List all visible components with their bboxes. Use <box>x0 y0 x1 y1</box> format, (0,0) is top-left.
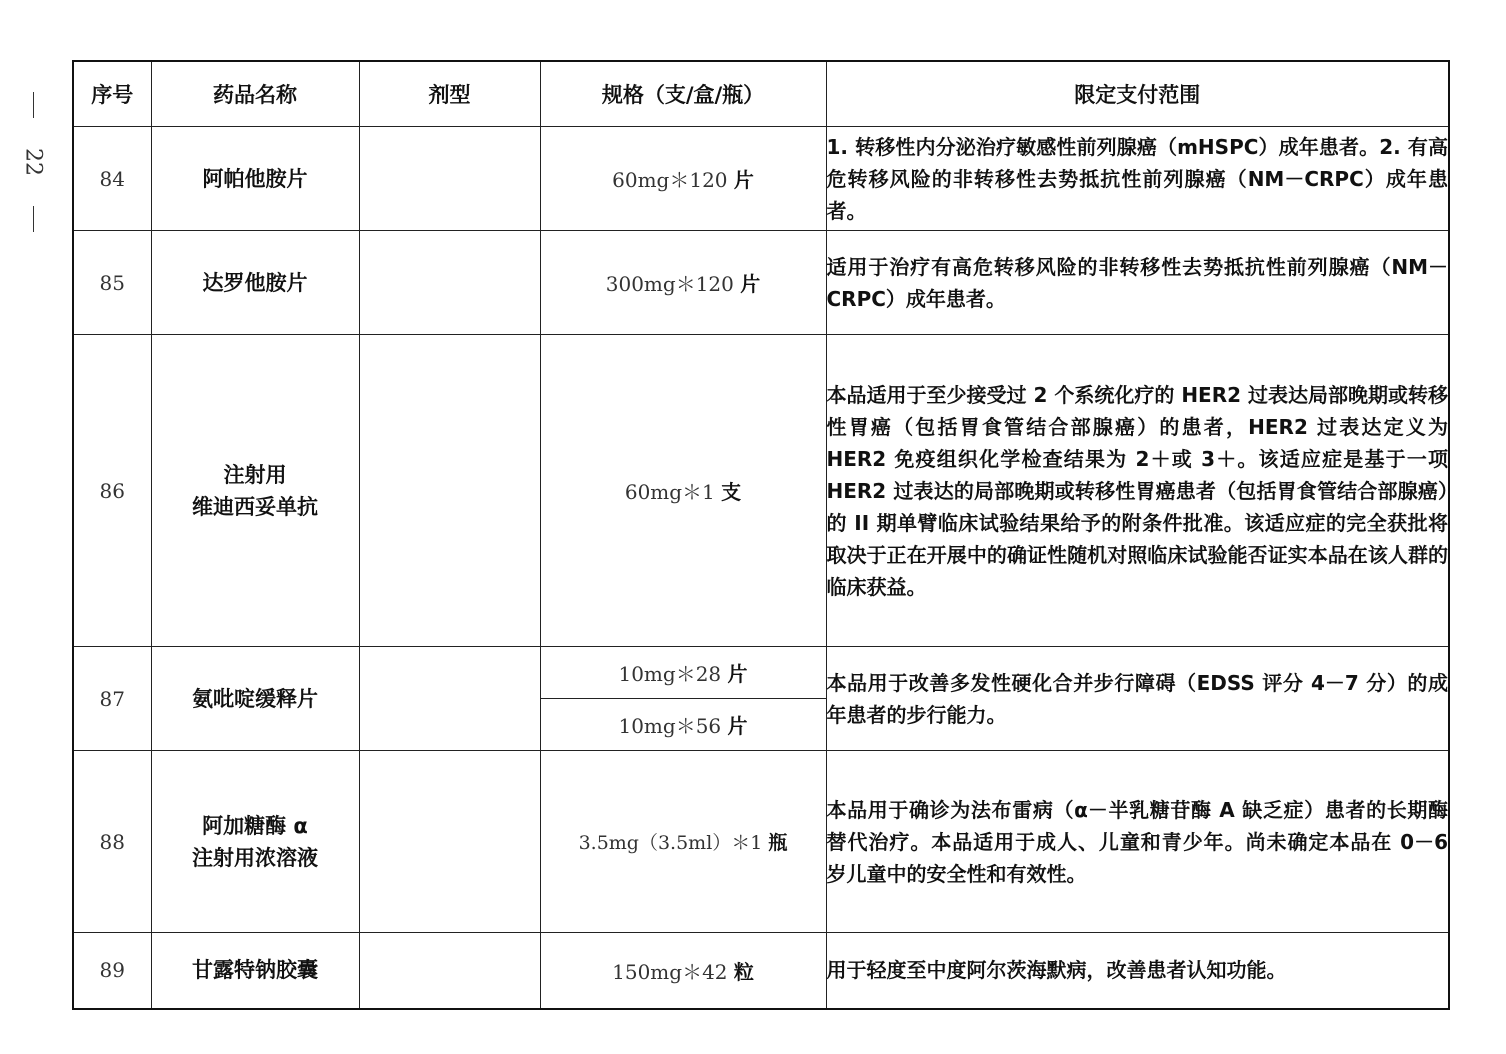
table-row <box>73 751 1449 933</box>
spec-value: 10mg＊28 <box>618 662 722 686</box>
spec-unit: 片 <box>740 272 761 296</box>
table-row <box>73 647 1449 699</box>
drug-name-line2: 维迪西妥单抗 <box>192 494 318 519</box>
page-number-dash-bottom <box>33 206 34 232</box>
page-number-dash-top <box>33 92 34 118</box>
row-spec <box>540 933 826 1009</box>
header-spec: 规格（支/盒/瓶） <box>540 61 826 127</box>
row-seq: 88 <box>73 751 151 933</box>
row-spec <box>540 231 826 335</box>
table-row <box>73 335 1449 647</box>
row-seq: 87 <box>73 647 151 751</box>
row-form <box>359 647 540 751</box>
row-drug-name: 氨吡啶缓释片 <box>151 647 359 751</box>
row-spec <box>540 127 826 231</box>
header-scope: 限定支付范围 <box>826 61 1449 127</box>
header-form: 剂型 <box>359 61 540 127</box>
table-row <box>73 231 1449 335</box>
row-scope: 适用于治疗有高危转移风险的非转移性去势抵抗性前列腺癌（NM－CRPC）成年患者。 <box>826 231 1449 335</box>
spec-value: 10mg＊56 <box>618 714 722 738</box>
row-drug-name: 达罗他胺片 <box>151 231 359 335</box>
spec-unit: 片 <box>733 168 754 192</box>
spec-value: 60mg＊120 <box>612 168 728 192</box>
row-scope: 本品用于确诊为法布雷病（α－半乳糖苷酶 A 缺乏症）患者的长期酶替代治疗。本品适用于成人、儿童和青少年。尚未确定本品在 0－6 岁儿童中的安全性和有效性。 <box>826 751 1449 933</box>
page-number <box>18 92 48 232</box>
row-form <box>359 335 540 647</box>
header-name: 药品名称 <box>151 61 359 127</box>
row-scope: 1. 转移性内分泌治疗敏感性前列腺癌（mHSPC）成年患者。2. 有高危转移风险的非转移性去势抵抗性前列腺癌（NM－CRPC）成年患者。 <box>826 127 1449 231</box>
row-spec <box>540 335 826 647</box>
spec-value: 3.5mg（3.5ml）＊1 <box>578 832 763 854</box>
spec-unit: 粒 <box>733 959 754 984</box>
spec-value: 150mg＊42 <box>612 959 728 984</box>
table-row <box>73 933 1449 1009</box>
spec-value: 60mg＊1 <box>624 480 715 504</box>
row-drug-name: 甘露特钠胶囊 <box>151 933 359 1009</box>
spec-unit: 瓶 <box>768 832 788 854</box>
row-seq: 84 <box>73 127 151 231</box>
spec-unit: 片 <box>727 714 748 738</box>
drug-name-line2: 注射用浓溶液 <box>192 845 318 870</box>
row-seq: 89 <box>73 933 151 1009</box>
row-drug-name <box>151 335 359 647</box>
row-drug-name: 阿帕他胺片 <box>151 127 359 231</box>
header-seq: 序号 <box>73 61 151 127</box>
row-spec <box>540 751 826 933</box>
table-row <box>73 127 1449 231</box>
spec-unit: 支 <box>721 480 742 504</box>
spec-unit: 片 <box>727 662 748 686</box>
row-scope: 用于轻度至中度阿尔茨海默病，改善患者认知功能。 <box>826 933 1449 1009</box>
row-form <box>359 751 540 933</box>
row-scope: 本品适用于至少接受过 2 个系统化疗的 HER2 过表达局部晚期或转移性胃癌（包括胃食管结合部腺癌）的患者，HER2 过表达定义为 HER2 免疫组织化学检查结果为 2＋或 3＋。该适应症是基于一项 HER2 过表达的局部晚期或转移性胃癌患者（包括胃食管结合部腺癌）的 II 期单臂临床试验结果给予的附条件批准。该适应症的完全获批将取决于正在开展中的确证性随机对照临床试验能否证实本品在该人群的临床获益。 <box>826 335 1449 647</box>
row-scope: 本品用于改善多发性硬化合并步行障碍（EDSS 评分 4－7 分）的成年患者的步行能力。 <box>826 647 1449 751</box>
row-seq: 86 <box>73 335 151 647</box>
row-spec <box>540 699 826 751</box>
drug-name-line1: 注射用 <box>223 462 287 487</box>
row-drug-name <box>151 751 359 933</box>
drug-name-line1: 阿加糖酶 α <box>202 813 308 838</box>
row-spec <box>540 647 826 699</box>
spec-value: 300mg＊120 <box>605 272 734 296</box>
row-form <box>359 127 540 231</box>
page-number-value: 22 <box>20 148 46 176</box>
row-form <box>359 231 540 335</box>
row-form <box>359 933 540 1009</box>
header-row <box>73 61 1449 127</box>
row-seq: 85 <box>73 231 151 335</box>
drug-table <box>72 60 1450 1010</box>
